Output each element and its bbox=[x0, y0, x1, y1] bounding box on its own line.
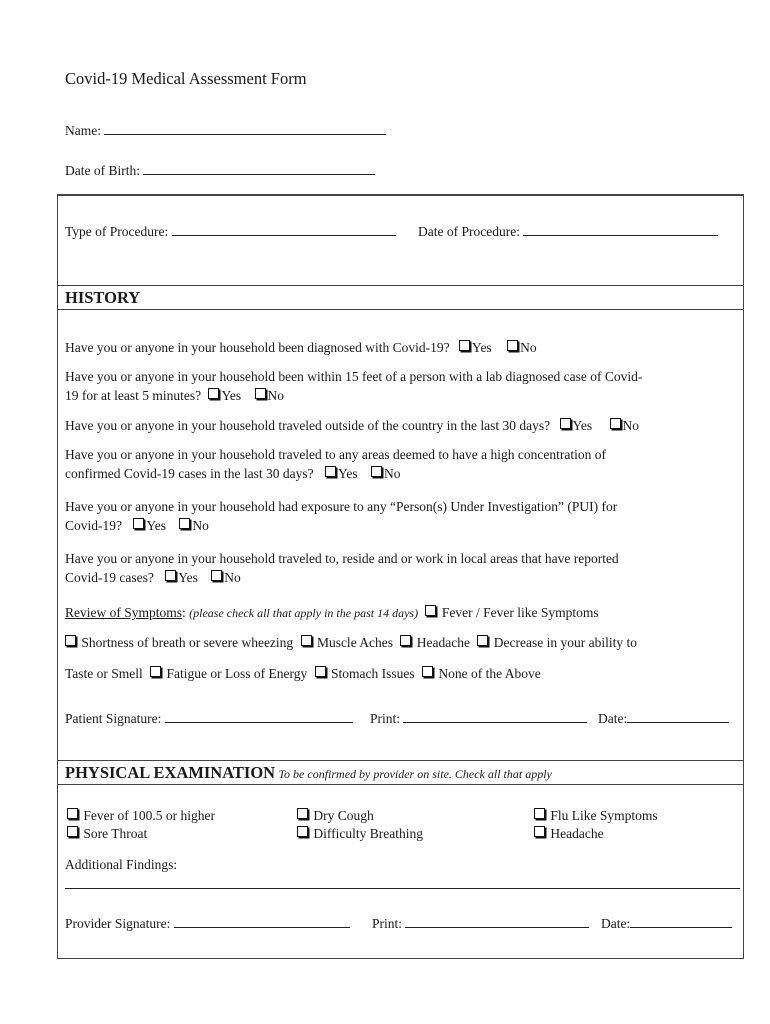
yes-label: Yes bbox=[221, 388, 242, 403]
shortness-of-breath-label: Shortness of breath or severe wheezing bbox=[81, 635, 294, 650]
taste-smell-label: Decrease in your ability to bbox=[493, 635, 637, 650]
no-checkbox[interactable] bbox=[610, 418, 621, 429]
procedure-type-label: Type of Procedure: bbox=[65, 224, 169, 239]
exam-item bbox=[67, 826, 147, 842]
patient-date-input[interactable] bbox=[627, 709, 729, 723]
additional-findings-label: Additional Findings: bbox=[65, 857, 178, 872]
patient-date-label: Date: bbox=[598, 711, 628, 726]
fever-checkbox[interactable] bbox=[67, 808, 78, 819]
yes-label: Yes bbox=[572, 418, 593, 433]
taste-smell-label: Taste or Smell bbox=[65, 666, 143, 681]
dob-input[interactable] bbox=[143, 161, 375, 175]
dob-field bbox=[65, 161, 375, 179]
symptoms-note: (please check all that apply in the past 14 days) bbox=[189, 606, 419, 620]
provider-print-input[interactable] bbox=[405, 914, 589, 928]
headache-label: Headache bbox=[550, 826, 604, 841]
yes-label: Yes bbox=[337, 466, 358, 481]
name-label: Name: bbox=[65, 123, 101, 138]
stomach-label: Stomach Issues bbox=[331, 666, 415, 681]
patient-print-label: Print: bbox=[370, 711, 401, 726]
name-input[interactable] bbox=[104, 121, 386, 135]
exam-item bbox=[534, 808, 658, 824]
history-question-6 bbox=[65, 549, 735, 587]
provider-date-input[interactable] bbox=[630, 914, 732, 928]
headache-checkbox[interactable] bbox=[400, 635, 411, 646]
provider-signature-label: Provider Signature: bbox=[65, 916, 171, 931]
flu-symptoms-checkbox[interactable] bbox=[534, 808, 545, 819]
symptoms-row-2 bbox=[65, 633, 735, 652]
yes-label: Yes bbox=[178, 570, 198, 585]
fatigue-label: Fatigue or Loss of Energy bbox=[166, 666, 308, 681]
fatigue-checkbox[interactable] bbox=[150, 666, 161, 677]
patient-signature-input[interactable] bbox=[165, 709, 353, 723]
headache-label: Headache bbox=[416, 635, 471, 650]
exam-heading: PHYSICAL EXAMINATION bbox=[65, 763, 276, 782]
difficulty-breathing-checkbox[interactable] bbox=[297, 826, 308, 837]
history-question-3 bbox=[65, 416, 735, 435]
symptoms-row-1 bbox=[65, 603, 735, 623]
question-text: Have you or anyone in your household traveled to any areas deemed to have a high concentration of bbox=[65, 447, 606, 462]
no-checkbox[interactable] bbox=[371, 466, 382, 477]
yes-checkbox[interactable] bbox=[459, 340, 470, 351]
question-text: Have you or anyone in your household traveled to, reside and or work in local areas that have reported bbox=[65, 551, 619, 566]
no-checkbox[interactable] bbox=[179, 518, 190, 529]
question-text: Have you or anyone in your household been diagnosed with Covid-19? bbox=[65, 340, 450, 355]
question-text: confirmed Covid-19 cases in the last 30 days? bbox=[65, 466, 314, 481]
yes-checkbox[interactable] bbox=[560, 418, 571, 429]
stomach-checkbox[interactable] bbox=[315, 666, 326, 677]
patient-date-field bbox=[598, 709, 729, 727]
question-text: Have you or anyone in your household been within 15 feet of a person with a lab diagnosed case of Covid- bbox=[65, 369, 643, 384]
provider-date-label: Date: bbox=[601, 916, 631, 931]
sore-throat-label: Sore Throat bbox=[83, 826, 148, 841]
patient-signature-label: Patient Signature: bbox=[65, 711, 162, 726]
history-heading: HISTORY bbox=[65, 288, 141, 307]
yes-checkbox[interactable] bbox=[165, 570, 176, 581]
no-label: No bbox=[224, 570, 241, 585]
divider bbox=[57, 309, 744, 310]
yes-label: Yes bbox=[472, 340, 492, 355]
dry-cough-label: Dry Cough bbox=[313, 808, 374, 823]
shortness-of-breath-checkbox[interactable] bbox=[65, 635, 76, 646]
flu-symptoms-label: Flu Like Symptoms bbox=[550, 808, 658, 823]
question-text: Covid-19 cases? bbox=[65, 570, 154, 585]
none-checkbox[interactable] bbox=[422, 666, 433, 677]
taste-smell-checkbox[interactable] bbox=[477, 635, 488, 646]
muscle-aches-label: Muscle Aches bbox=[316, 635, 394, 650]
sore-throat-checkbox[interactable] bbox=[67, 826, 78, 837]
exam-heading-row bbox=[65, 763, 552, 783]
patient-print-input[interactable] bbox=[403, 709, 587, 723]
divider bbox=[57, 760, 744, 761]
symptoms-row-3 bbox=[65, 664, 735, 683]
procedure-type-input[interactable] bbox=[172, 222, 396, 236]
procedure-date-input[interactable] bbox=[523, 222, 718, 236]
patient-print-field bbox=[370, 709, 587, 727]
headache-checkbox[interactable] bbox=[534, 826, 545, 837]
form-title: Covid-19 Medical Assessment Form bbox=[65, 69, 307, 88]
none-label: None of the Above bbox=[438, 666, 541, 681]
no-label: No bbox=[520, 340, 537, 355]
history-question-2 bbox=[65, 367, 735, 405]
symptoms-colon: : bbox=[182, 605, 186, 620]
provider-signature-input[interactable] bbox=[174, 914, 350, 928]
yes-checkbox[interactable] bbox=[325, 466, 336, 477]
procedure-type-field bbox=[65, 222, 396, 240]
procedure-date-field bbox=[418, 222, 718, 240]
symptoms-label: Review of Symptoms bbox=[65, 605, 182, 620]
fever-label: Fever of 100.5 or higher bbox=[83, 808, 215, 823]
exam-item bbox=[297, 826, 423, 842]
history-question-4 bbox=[65, 445, 735, 483]
additional-findings-input[interactable] bbox=[65, 888, 740, 889]
question-text: Have you or anyone in your household traveled outside of the country in the last 30 days? bbox=[65, 418, 551, 433]
exam-item bbox=[297, 808, 374, 824]
exam-item bbox=[67, 808, 215, 824]
provider-print-label: Print: bbox=[372, 916, 403, 931]
no-checkbox[interactable] bbox=[507, 340, 518, 351]
no-label: No bbox=[267, 388, 284, 403]
no-label: No bbox=[383, 466, 401, 481]
divider bbox=[57, 784, 744, 785]
question-text: Have you or anyone in your household had exposure to any “Person(s) Under Investigation” (PUI) for bbox=[65, 499, 618, 514]
fever-label: Fever / Fever like Symptoms bbox=[441, 605, 599, 620]
dob-label: Date of Birth: bbox=[65, 163, 140, 178]
history-question-5 bbox=[65, 497, 735, 535]
yes-checkbox[interactable] bbox=[133, 518, 144, 529]
no-checkbox[interactable] bbox=[255, 388, 266, 399]
name-field bbox=[65, 121, 386, 139]
muscle-aches-checkbox[interactable] bbox=[301, 635, 312, 646]
provider-signature-field bbox=[65, 914, 350, 932]
no-checkbox[interactable] bbox=[211, 570, 222, 581]
exam-note: To be confirmed by provider on site. Check all that apply bbox=[278, 767, 552, 781]
yes-label: Yes bbox=[146, 518, 167, 533]
exam-item bbox=[534, 826, 604, 842]
procedure-date-label: Date of Procedure: bbox=[418, 224, 520, 239]
provider-date-field bbox=[601, 914, 732, 932]
no-label: No bbox=[192, 518, 209, 533]
patient-signature-field bbox=[65, 709, 353, 727]
fever-checkbox[interactable] bbox=[425, 605, 436, 616]
history-question-1 bbox=[65, 338, 735, 357]
dry-cough-checkbox[interactable] bbox=[297, 808, 308, 819]
question-text: 19 for at least 5 minutes? bbox=[65, 388, 202, 403]
question-text: Covid-19? bbox=[65, 518, 122, 533]
yes-checkbox[interactable] bbox=[208, 388, 219, 399]
divider bbox=[57, 285, 744, 286]
provider-print-field bbox=[372, 914, 589, 932]
no-label: No bbox=[622, 418, 640, 433]
difficulty-breathing-label: Difficulty Breathing bbox=[313, 826, 423, 841]
